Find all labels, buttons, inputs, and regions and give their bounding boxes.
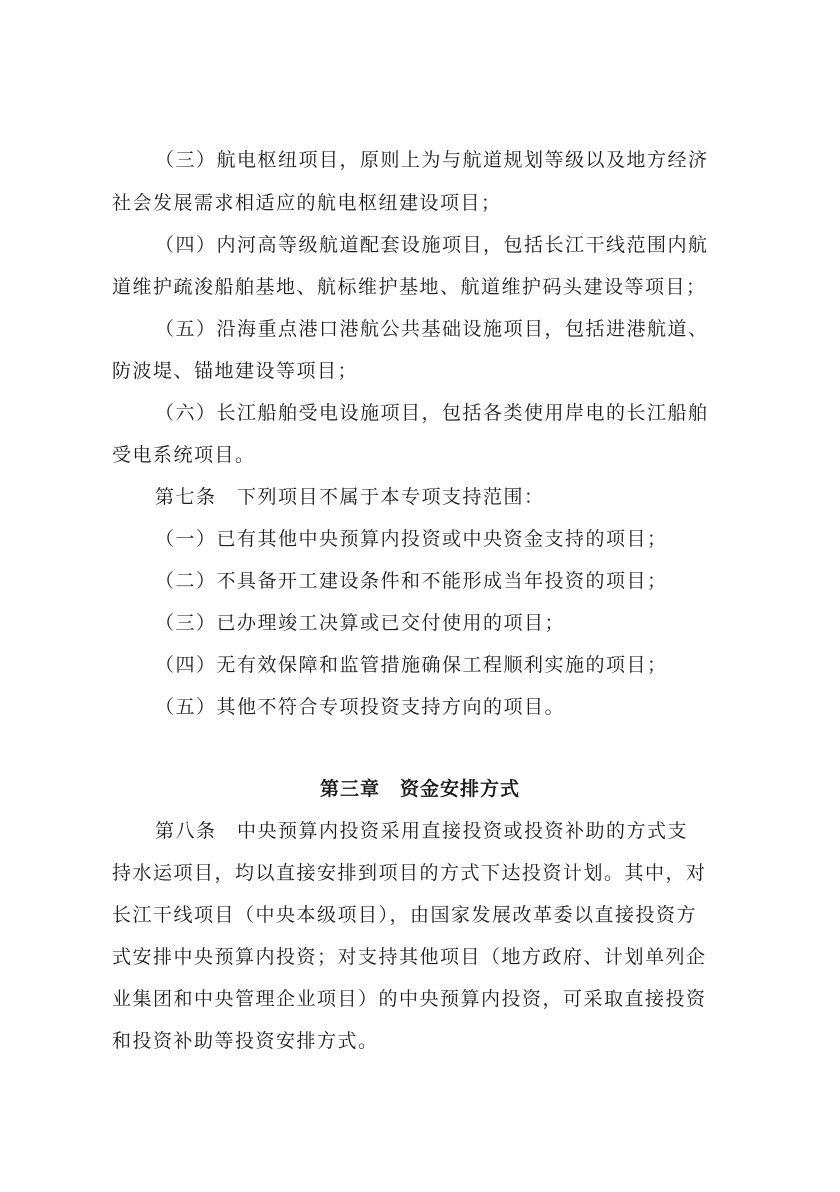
paragraph-line: 受电系统项目。: [112, 444, 256, 466]
article-7-title: 第七条 下列项目不属于本专项支持范围：: [155, 486, 545, 508]
paragraph-line: （五）沿海重点港口港航公共基础设施项目，包括进港航道、: [155, 318, 709, 340]
paragraph-line: 和投资补助等投资安排方式。: [112, 1030, 379, 1052]
chapter-heading: 第三章 资金安排方式: [319, 778, 520, 800]
paragraph-line: 式安排中央预算内投资；对支持其他项目（地方政府、计划单列企: [112, 946, 707, 968]
paragraph-line: 持水运项目，均以直接安排到项目的方式下达投资计划。其中，对: [112, 862, 707, 884]
list-item: （一）已有其他中央预算内投资或中央资金支持的项目；: [155, 528, 668, 550]
paragraph-line: 防波堤、锚地建设等项目；: [112, 360, 359, 382]
list-item: （三）已办理竣工决算或已交付使用的项目；: [155, 612, 566, 634]
paragraph-line: 社会发展需求相适应的航电枢纽建设项目；: [112, 192, 502, 214]
paragraph-line: （四）内河高等级航道配套设施项目，包括长江干线范围内航: [155, 234, 709, 256]
list-item: （四）无有效保障和监管措施确保工程顺利实施的项目；: [155, 654, 668, 676]
list-item: （五）其他不符合专项投资支持方向的项目。: [155, 696, 566, 718]
paragraph-line: （三）航电枢纽项目，原则上为与航道规划等级以及地方经济: [155, 149, 709, 171]
paragraph-line: 业集团和中央管理企业项目）的中央预算内投资，可采取直接投资: [112, 988, 707, 1010]
paragraph-line: 道维护疏浚船舶基地、航标维护基地、航道维护码头建设等项目；: [112, 276, 707, 298]
list-item: （二）不具备开工建设条件和不能形成当年投资的项目；: [155, 570, 668, 592]
paragraph-line: 第八条 中央预算内投资采用直接投资或投资补助的方式支: [155, 820, 689, 842]
paragraph-line: 长江干线项目（中央本级项目），由国家发展改革委以直接投资方: [112, 904, 698, 926]
paragraph-line: （六）长江船舶受电设施项目，包括各类使用岸电的长江船舶: [155, 402, 709, 424]
